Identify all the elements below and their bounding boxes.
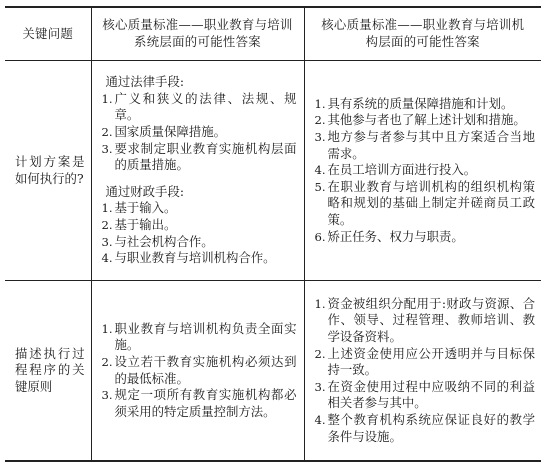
list-item: 1. 基于输入。 [101,200,177,216]
row-provider-level-cell [304,281,541,462]
list-item: 2. 设立若干教育实施机构必须达到的最低标准。 [101,353,297,386]
list-item: 4. 与职业教育与培训机构合作。 [101,250,276,266]
list-item: 1. 职业教育与培训机构负责全面实施。 [101,320,297,353]
row-provider-level-cell [304,61,541,281]
row-key-issue: 描述执行过程程序的关键原则 [5,281,91,462]
header-key-issue: 关键问题 [5,7,91,61]
item-list [315,296,536,445]
list-item: 5. 在职业教育与培训机构的组织机构策略和规划的基础上制定并磋商员工政策。 [314,178,535,227]
list-item: 1. 资金被组织分配用于:财政与资源、合作、领导、过程管理、教师培训、教学设备资料。 [314,295,535,345]
list-item: 2. 基于输出。 [101,216,177,232]
list-item: 6. 矫正任务、权力与职责。 [314,228,464,244]
row-system-level-cell [91,281,304,462]
group-title: 通过财政手段: [105,183,185,199]
list-item: 4. 整个教育机构系统应保证良好的教学条件与设施。 [314,411,535,444]
row-system-level-cell [91,61,304,281]
list-item: 2. 其他参与者也了解上述计划和措施。 [314,112,526,128]
table-row [5,61,541,281]
list-item: 3. 在资金使用过程中应吸纳不同的利益相关者参与其中。 [314,378,535,411]
table-row [5,281,541,462]
row-key-issue: 计划方案是如何执行的? [5,61,91,281]
list-item: 2. 国家质量保障措施。 [101,124,227,140]
item-list [315,96,536,245]
item-list [102,200,297,266]
group-title: 通过法律手段: [105,74,185,90]
list-item: 1. 具有系统的质量保障措施和计划。 [314,95,514,111]
list-item: 3. 规定一项所有教育实施机构都必须采用的特定质量控制方法。 [101,387,297,419]
table-header-row [5,7,541,61]
item-list [102,91,297,174]
header-system-level: 核心质量标准——职业教育与培训系统层面的可能性答案 [91,7,304,61]
list-item: 1. 广义和狭义的法律、法规、规章。 [101,90,297,123]
list-item: 3. 与社会机构合作。 [101,233,214,249]
item-list [102,321,297,421]
header-provider-level: 核心质量标准——职业教育与培训机构层面的可能性答案 [304,7,541,61]
list-item: 3. 地方参与者参与其中且方案适合当地需求。 [314,129,535,161]
quality-standards-table [5,6,541,462]
list-item: 3. 要求制定职业教育实施机构层面的质量措施。 [101,140,297,173]
list-item: 2. 上述资金使用应公开透明并与目标保持一致。 [314,345,535,378]
list-item: 4. 在员工培训方面进行投入。 [314,162,477,178]
